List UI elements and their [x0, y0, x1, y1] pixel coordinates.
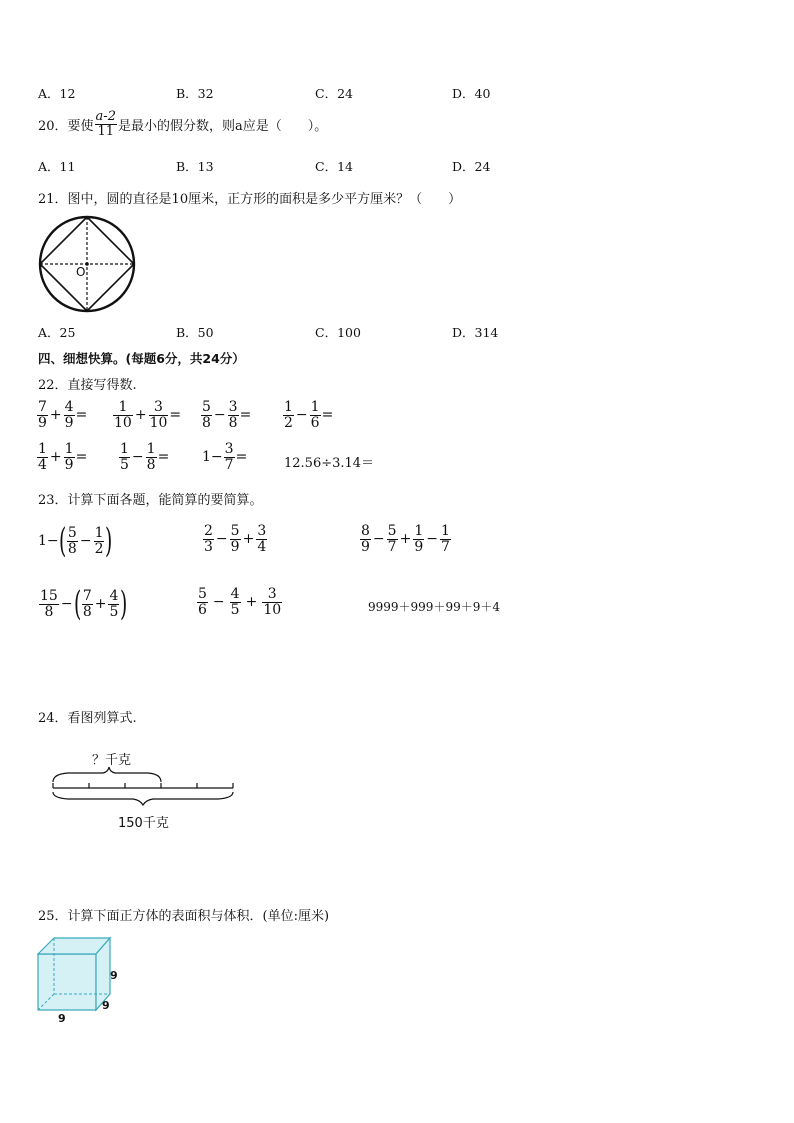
q20-prefix: 20．要使 — [38, 118, 94, 134]
q23-expr-3: $\frac{8}{9}$ − $\frac{5}{7}$ + $\frac{1}{9}$ − $\frac{1}{7}$ — [361, 523, 450, 555]
q23-question: 23．计算下面各题，能简算的要简算。 — [38, 493, 263, 508]
q23-expr-2: $\frac{2}{3}$ − $\frac{5}{9}$ + $\frac{3}{4}$ — [204, 523, 267, 555]
q20-question — [38, 110, 327, 138]
cube-figure — [34, 934, 124, 1024]
cube-depth-label: 9 — [102, 999, 110, 1012]
q21-option-b: B．50 — [176, 325, 214, 340]
q20-option-d: D．24 — [452, 159, 491, 174]
q22-expr-7: 1− $\frac{3}{7}$ = — [202, 441, 248, 473]
cube-height-label: 9 — [110, 969, 118, 982]
q22-expr-2: $\frac{1}{10}$ + $\frac{3}{10}$ = — [114, 399, 182, 431]
q21-question: 21．图中，圆的直径是10厘米，正方形的面积是多少平方厘米？（ ） — [38, 192, 462, 207]
q20-option-a: A．11 — [38, 159, 76, 174]
q21-option-a: A．25 — [38, 325, 76, 340]
q20-frac-den: 11 — [97, 123, 115, 139]
q19-option-b: B．32 — [176, 86, 214, 101]
q22-question: 22．直接写得数. — [38, 378, 137, 393]
q20-suffix: 是最小的假分数，则a应是（ ）。 — [117, 118, 328, 134]
cube-width-label: 9 — [58, 1012, 66, 1024]
q19-option-d: D．40 — [452, 86, 491, 101]
q19-option-c: C．24 — [315, 86, 353, 101]
section-4-title: 四、细想快算。(每题6分，共24分） — [38, 351, 245, 366]
q22-expr-8: 12.56÷3.14＝ — [284, 456, 375, 471]
q23-expr-6: 9999＋999＋99＋9＋4 — [368, 600, 500, 614]
q22-expr-1: $\frac{7}{9}$ + $\frac{4}{9}$ = — [38, 399, 88, 431]
q22-expr-5: $\frac{1}{4}$ + $\frac{1}{9}$ = — [38, 441, 88, 473]
center-point — [85, 262, 89, 266]
q20-fraction — [95, 110, 117, 138]
top-brace — [53, 767, 161, 782]
q20-frac-num: a-2 — [95, 109, 116, 124]
center-label: O — [76, 265, 86, 279]
q22-expr-6: $\frac{1}{5}$ − $\frac{1}{8}$ = — [120, 441, 170, 473]
q21-option-d: D．314 — [452, 325, 499, 340]
bottom-brace — [53, 792, 233, 805]
q24-question: 24．看图列算式. — [38, 711, 137, 726]
q19-option-a: A．12 — [38, 86, 76, 101]
total-weight-label: 150千克 — [118, 816, 169, 831]
q22-expr-3: $\frac{5}{8}$ − $\frac{3}{8}$ = — [202, 399, 252, 431]
q21-option-c: C．100 — [315, 325, 361, 340]
q25-question: 25．计算下面正方体的表面积与体积．(单位:厘米) — [38, 909, 330, 924]
segment-diagram — [48, 748, 240, 832]
circle-square-figure — [36, 214, 140, 314]
q22-expr-4: $\frac{1}{2}$ − $\frac{1}{6}$ = — [284, 399, 334, 431]
q20-option-c: C．14 — [315, 159, 353, 174]
q20-option-b: B．13 — [176, 159, 214, 174]
q23-expr-4: $\frac{15}{8}$ − ( $\frac{7}{8}$ + $\frac{4}{5}$ ) — [40, 584, 128, 624]
q23-expr-1: 1− ( $\frac{5}{8}$ − $\frac{1}{2}$ ) — [38, 521, 113, 561]
q23-expr-5: $\frac{5}{6}$ − $\frac{4}{5}$ + $\frac{3}{10}$ — [198, 586, 282, 618]
unknown-weight-label: ？千克 — [92, 753, 132, 768]
